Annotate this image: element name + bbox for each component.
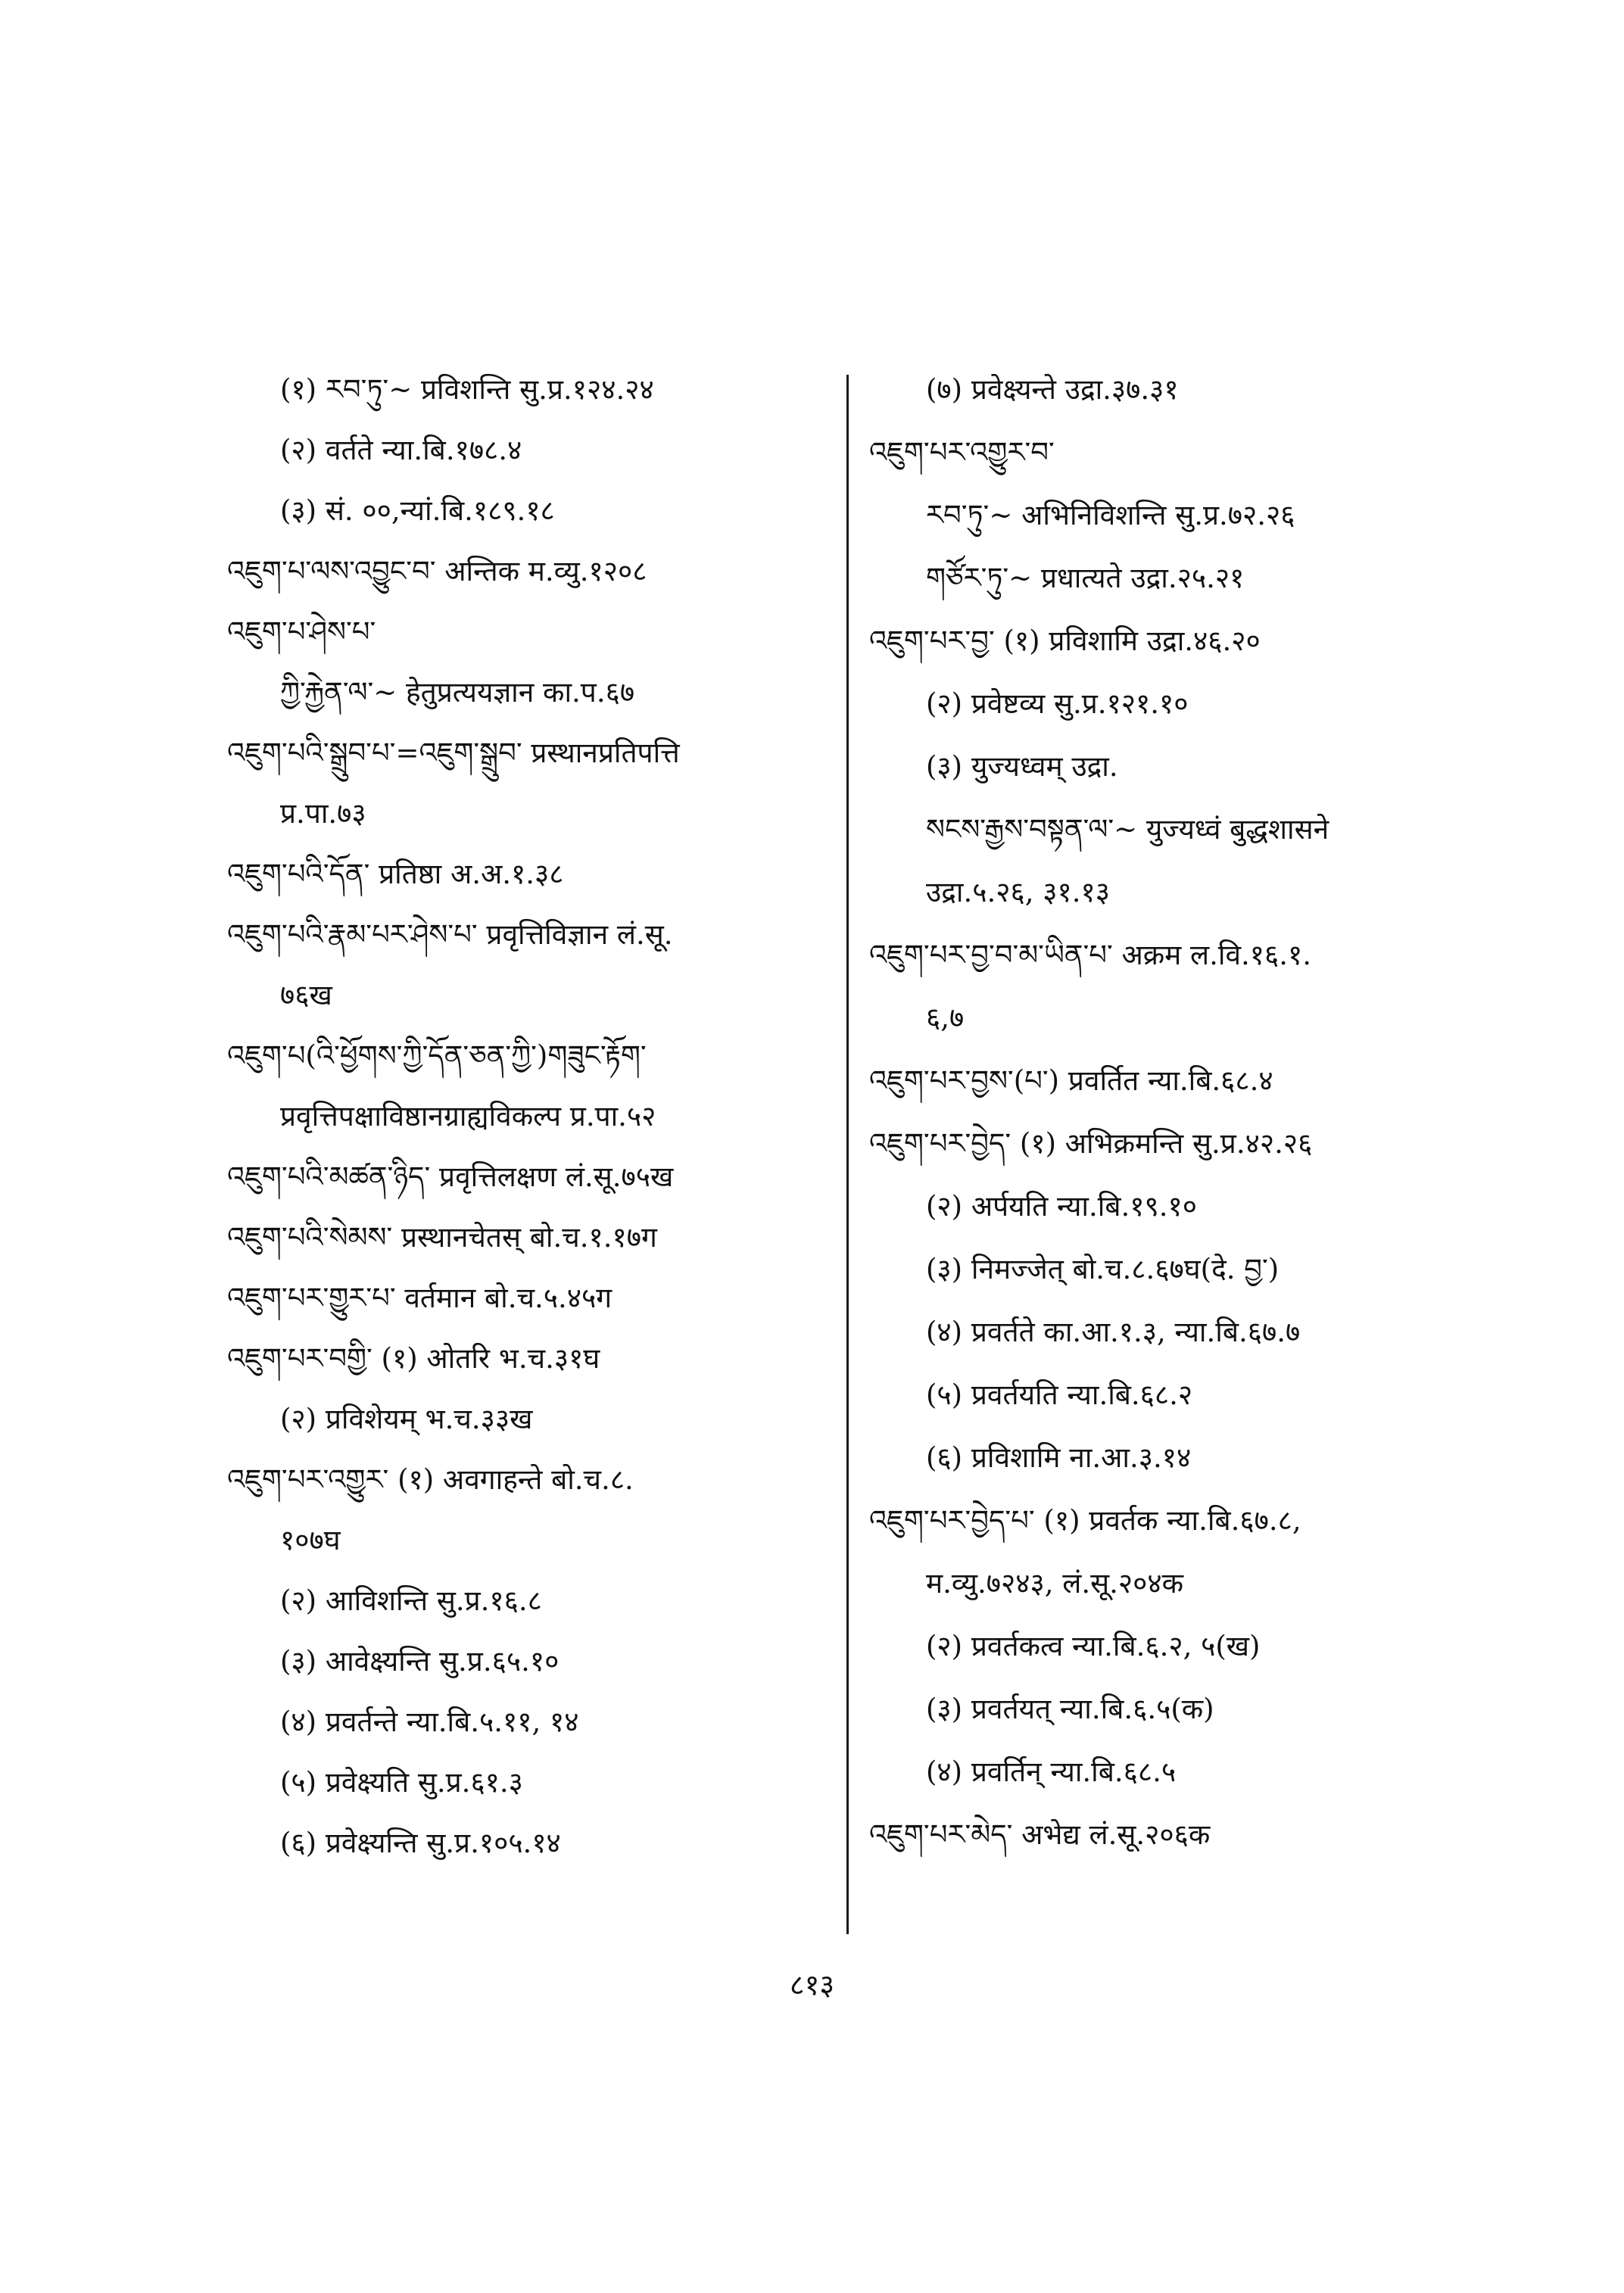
entry-sense-line: (१) རབ་ཏུ་~ प्रविशन्ति सु.प्र.१२४.२४ (280, 373, 654, 406)
entry-sense-line: ६,७ (926, 1002, 965, 1034)
entry-headword-line: འཇུག་པ་ལས་འབྱུང་བ་ अन्तिक म.व्यु.१२०८ (227, 555, 647, 587)
entry-sense-line: རབ་ཏུ་~ अभिनिविशन्ति सु.प्र.७२.२६ (926, 499, 1295, 531)
entry-headword-line: འཇུག་པའི་སྒྲུབ་པ་=འཇུག་སྒྲུབ་ प्रस्थानप्रतिपत्ति (227, 737, 680, 769)
entry-sense-line: (५) प्रवर्तयति न्या.बि.६८.२ (926, 1379, 1193, 1411)
entry-sense-line: (३) निमज्जेत् बो.च.८.६७घ(दे. བྱ་) (926, 1253, 1280, 1285)
entry-sense-line: (४) प्रवर्तन्ते न्या.बि.५.११, १४ (280, 1706, 579, 1738)
entry-sense-line: (३) सं. ००,न्यां.बि.१८९.१८ (280, 494, 555, 527)
entry-headword-line: འཇུག་པར་བྱེད་པ་ (१) प्रवर्तक न्या.बि.६७.८, (869, 1504, 1301, 1537)
entry-headword-line: འཇུག་པའི་རྣམ་པར་ཤེས་པ་ प्रवृत्तिविज्ञान लं.सू. (227, 918, 673, 951)
entry-headword-line: འཇུག་པའི་མཚན་ཉིད་ प्रवृत्तिलक्षण लं.सू.७५ख (227, 1161, 674, 1193)
entry-headword-line: འཇུག་པར་འགྱུར་ (१) अवगाहन्ते बो.च.८. (227, 1463, 634, 1496)
entry-headword-line: འཇུག་པར་གྱུར་པ་ वर्तमान बो.च.५.४५ग (227, 1282, 613, 1314)
entry-sense-line: ཀྱི་རྐྱེན་ལ་~ हेतुप्रत्ययज्ञान का.प.६७ (280, 676, 635, 709)
entry-headword-line: འཇུག་པ(འི་ཕྱོགས་ཀྱི་དོན་ཅན་ཀྱི་)གཟུང་རྟོག་ (227, 1039, 647, 1072)
entry-headword-line: འཇུག་པའི་དོན་ प्रतिष्ठा अ.अ.१.३८ (227, 858, 564, 890)
entry-sense-line: प्र.पा.७३ (280, 797, 366, 830)
entry-headword-line: འཇུག་པར་བྱས་(པ་) प्रवर्तित न्या.बि.६८.४ (869, 1064, 1273, 1097)
entry-headword-line: འཇུག་པར་འགྱུར་བ་ (869, 436, 1055, 469)
entry-headword-line: འཇུག་པར་བྱ་ (१) प्रविशामि उद्रा.४६.२० (869, 625, 1261, 657)
entry-sense-line: (५) प्रवेक्ष्यति सु.प्र.६१.३ (280, 1766, 523, 1799)
entry-sense-line: ७६ख (280, 979, 332, 1011)
entry-sense-line: (२) अर्पयति न्या.बि.१९.१० (926, 1190, 1197, 1223)
entry-sense-line: (७) प्रवेक्ष्यन्ते उद्रा.३७.३१ (926, 373, 1179, 406)
entry-sense-line: གཙོར་ཏུ་~ प्रधात्यते उद्रा.२५.२१ (926, 562, 1245, 594)
page-number: ८१३ (789, 1968, 835, 2002)
entry-sense-line: प्रवृत्तिपक्षाविष्ठानग्राह्यविकल्प प्र.पा.५२ (280, 1100, 656, 1132)
entry-sense-line: १०७घ (280, 1524, 341, 1556)
column-divider (846, 375, 849, 1934)
entry-headword-line: འཇུག་པ་ཤེས་པ་ (227, 615, 376, 648)
entry-sense-line: (४) प्रवर्तते का.आ.१.३, न्या.बि.६७.७ (926, 1316, 1301, 1348)
entry-sense-line: (२) प्रवर्तकत्व न्या.बि.६.२, ५(ख) (926, 1630, 1261, 1662)
entry-headword-line: འཇུག་པར་མེད་ अभेद्य लं.सू.२०६क (869, 1818, 1211, 1851)
entry-headword-line: འཇུག་པར་བྱ་བ་མ་ཡིན་པ་ अक्रम ल.वि.१६.१. (869, 939, 1312, 971)
entry-sense-line: (३) प्रवर्तयत् न्या.बि.६.५(क) (926, 1693, 1214, 1725)
entry-sense-line: (२) आविशन्ति सु.प्र.१६.८ (280, 1584, 542, 1617)
entry-sense-line: (३) युज्यध्वम् उद्रा. (926, 750, 1118, 783)
entry-sense-line: (२) वर्तते न्या.बि.१७८.४ (280, 434, 522, 466)
entry-sense-line: उद्रा.५.२६, ३१.१३ (926, 876, 1110, 908)
entry-sense-line: སངས་རྒྱས་བསྟན་ལ་~ युज्यध्वं बुद्धशासने (926, 813, 1329, 846)
entry-sense-line: (३) आवेक्ष्यन्ति सु.प्र.६५.१० (280, 1645, 560, 1678)
entry-sense-line: (६) प्रविशामि ना.आ.३.१४ (926, 1441, 1192, 1474)
entry-sense-line: (२) प्रविशेयम् भ.च.३३ख (280, 1403, 533, 1435)
entry-sense-line: (४) प्रवर्तिन् न्या.बि.६८.५ (926, 1756, 1177, 1788)
entry-sense-line: म.व्यु.७२४३, लं.सू.२०४क (926, 1567, 1184, 1600)
entry-headword-line: འཇུག་པར་བྱེད་ (१) अभिक्रमन्ति सु.प्र.४२.२६ (869, 1127, 1313, 1160)
entry-headword-line: འཇུག་པའི་སེམས་ प्रस्थानचेतस् बो.च.१.१७ग (227, 1221, 657, 1254)
entry-sense-line: (६) प्रवेक्ष्यन्ति सु.प्र.१०५.१४ (280, 1827, 561, 1859)
entry-sense-line: (२) प्रवेष्टव्य सु.प्र.१२१.१० (926, 687, 1189, 720)
entry-headword-line: འཇུག་པར་བགྱི་ (१) ओतरि भ.च.३१घ (227, 1342, 600, 1375)
